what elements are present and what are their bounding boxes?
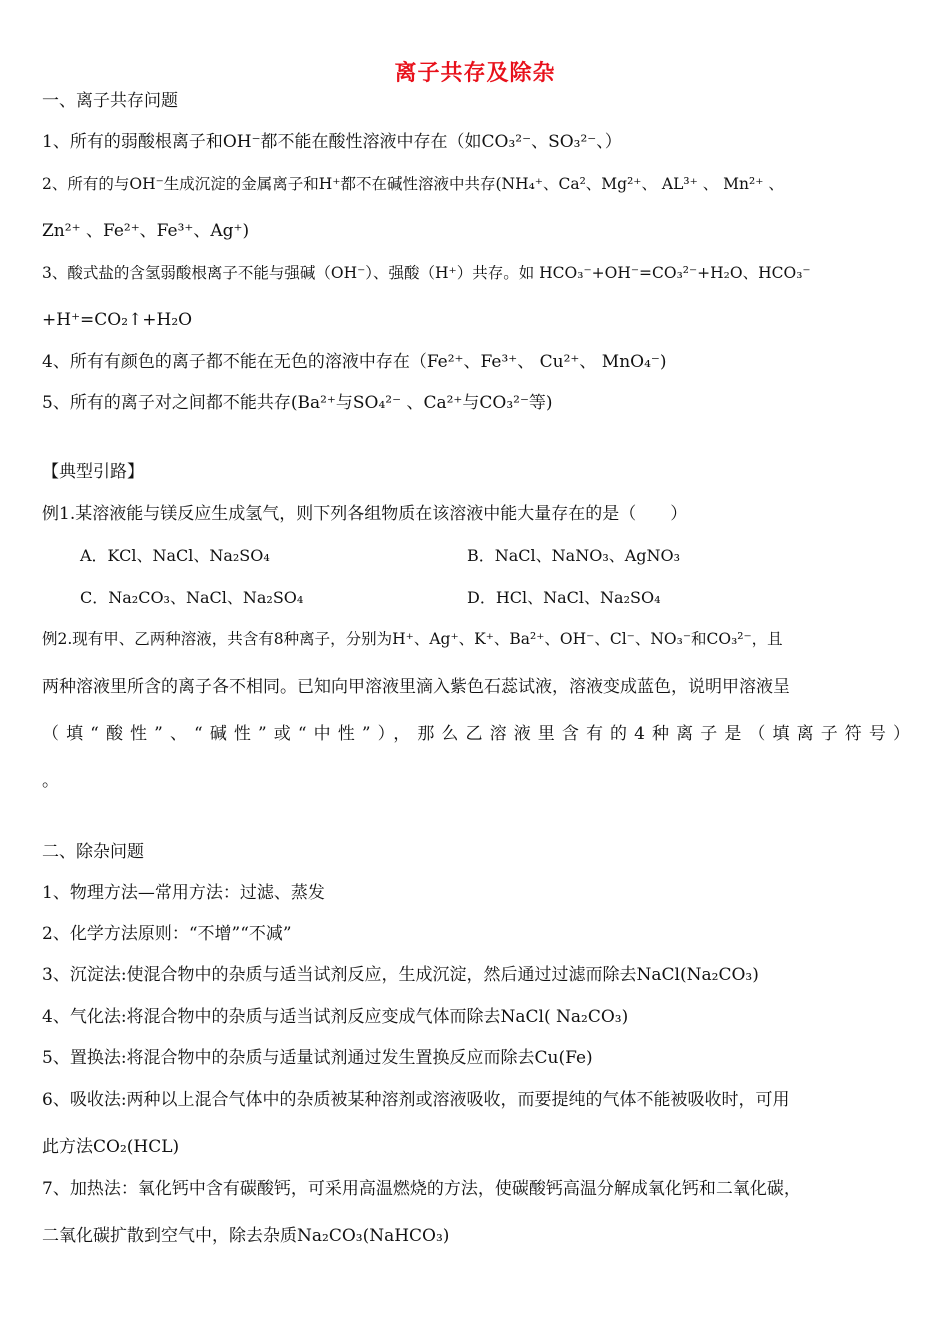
section2-item-6: 6、吸收法:两种以上混合气体中的杂质被某种溶剂或溶液吸收，而要提纯的气体不能被吸收时，可用 (42, 1090, 790, 1110)
example1-option-d: D．HCl、NaCl、Na₂SO₄ (467, 588, 661, 607)
section1-item-1: 1、所有的弱酸根离子和OH⁻都不能在酸性溶液中存在（如CO₃²⁻、SO₃²⁻、） (42, 132, 622, 152)
example2-line-2: 两种溶液里所含的离子各不相同。已知向甲溶液里滴入紫色石蕊试液，溶液变成蓝色，说明甲溶液呈 (42, 677, 790, 697)
section1-item-2: 2、所有的与OH⁻生成沉淀的金属离子和H⁺都不在碱性溶液中共存(NH₄⁺、Ca²、Mg²⁺、 AL³⁺ 、 Mn²⁺ 、 (42, 175, 784, 193)
section2-item-6-cont: 此方法CO₂(HCL) (42, 1137, 180, 1157)
example1-option-c: C．Na₂CO₃、NaCl、Na₂SO₄ (80, 588, 304, 607)
example2-line-3: （填“酸性”、“碱性”或“中性”），那么乙溶液里含有的4种离子是（填离子符号） (42, 724, 910, 744)
example1-option-b: B．NaCl、NaNO₃、AgNO₃ (467, 546, 681, 565)
example1-option-a: A．KCl、NaCl、Na₂SO₄ (80, 546, 270, 565)
section2-item-7: 7、加热法：氧化钙中含有碳酸钙，可采用高温燃烧的方法，使碳酸钙高温分解成氧化钙和二氧化碳， (42, 1179, 801, 1199)
section2-item-3: 3、沉淀法:使混合物中的杂质与适当试剂反应，生成沉淀，然后通过过滤而除去NaCl(Na₂CO₃) (42, 965, 759, 985)
section2-item-7-cont: 二氧化碳扩散到空气中，除去杂质Na₂CO₃(NaHCO₃) (42, 1226, 450, 1246)
typical-heading: 【典型引路】 (42, 462, 144, 482)
example2-line-1: 例2.现有甲、乙两种溶液，共含有8种离子，分别为H⁺、Ag⁺、K⁺、Ba²⁺、OH⁻、Cl⁻、NO₃⁻和CO₃²⁻，且 (42, 630, 783, 648)
section1-item-5: 5、所有的离子对之间都不能共存(Ba²⁺与SO₄²⁻ 、Ca²⁺与CO₃²⁻等) (42, 393, 553, 413)
example2-line-4: 。 (42, 771, 59, 791)
page-title: 离子共存及除杂 (394, 61, 556, 86)
section2-item-1: 1、物理方法—常用方法：过滤、蒸发 (42, 883, 325, 903)
section1-item-3: 3、酸式盐的含氢弱酸根离子不能与强碱（OH⁻）、强酸（H⁺）共存。如 HCO₃⁻+OH⁻=CO₃²⁻+H₂O、HCO₃⁻ (42, 264, 811, 282)
example1-question: 例1.某溶液能与镁反应生成氢气，则下列各组物质在该溶液中能大量存在的是（ ） (42, 504, 688, 524)
section2-item-5: 5、置换法:将混合物中的杂质与适量试剂通过发生置换反应而除去Cu(Fe) (42, 1048, 593, 1068)
section1-item-4: 4、所有有颜色的离子都不能在无色的溶液中存在（Fe²⁺、Fe³⁺、 Cu²⁺、 MnO₄⁻) (42, 352, 667, 372)
section2-heading: 二、除杂问题 (42, 842, 144, 862)
section1-heading: 一、离子共存问题 (42, 91, 178, 111)
section1-item-2-cont: Zn²⁺ 、Fe²⁺、Fe³⁺、Ag⁺) (42, 221, 250, 241)
section1-item-3-cont: +H⁺=CO₂↑+H₂O (42, 310, 193, 330)
section2-item-4: 4、气化法:将混合物中的杂质与适当试剂反应变成气体而除去NaCl( Na₂CO₃) (42, 1007, 629, 1027)
section2-item-2: 2、化学方法原则：“不增”“不减” (42, 924, 292, 944)
